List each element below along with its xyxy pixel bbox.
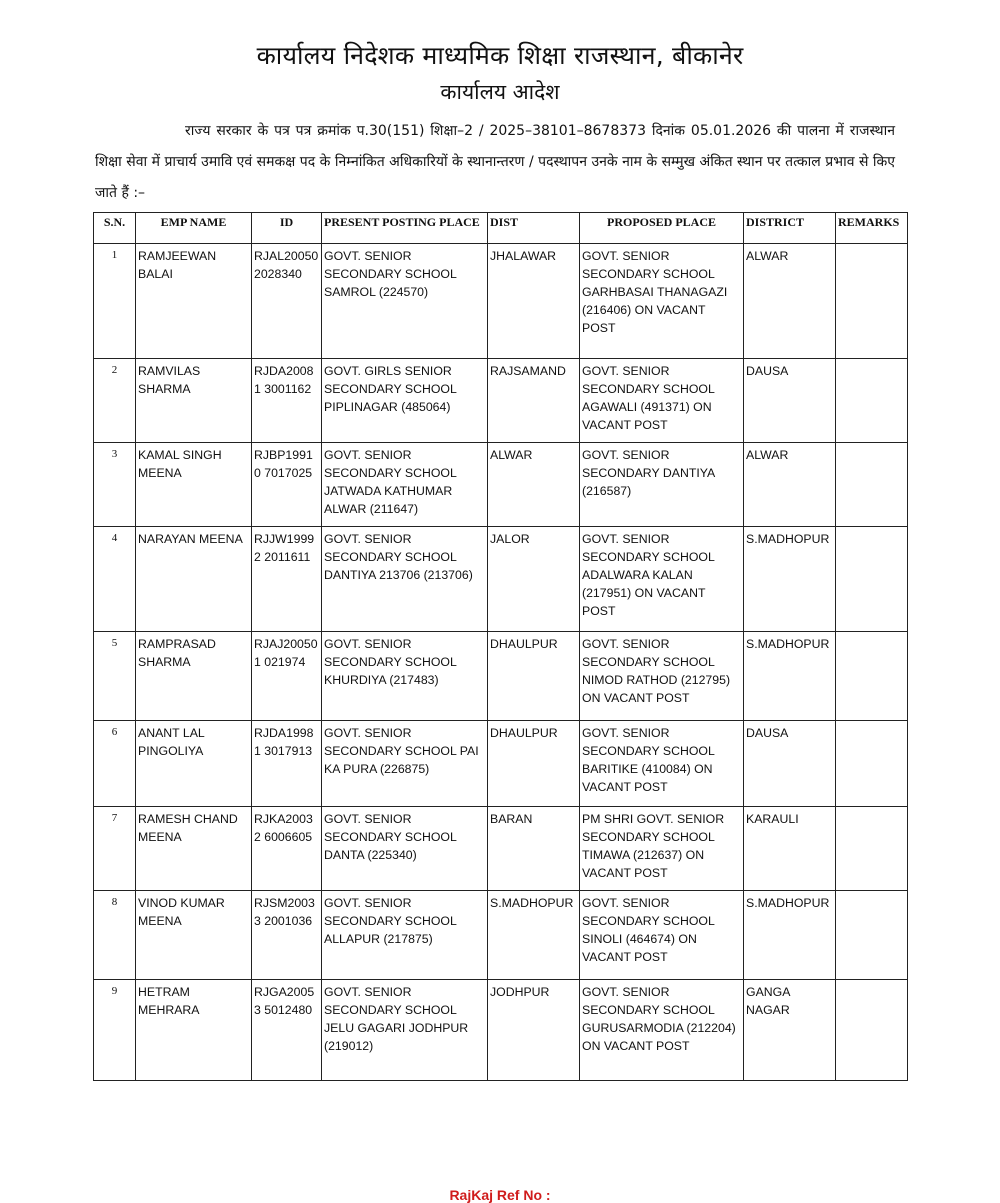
cell-proposed-place: GOVT. SENIOR SECONDARY SCHOOL NIMOD RATHOD (212795) ON VACANT POST [580,632,744,721]
header-sn: S.N. [94,213,136,244]
cell-sn: 3 [94,443,136,527]
cell-district: KARAULI [744,807,836,891]
header-proposed-place: PROPOSED PLACE [580,213,744,244]
header-present-posting: PRESENT POSTING PLACE [322,213,488,244]
cell-proposed-place: GOVT. SENIOR SECONDARY SCHOOL AGAWALI (491371) ON VACANT POST [580,359,744,443]
cell-emp-name: RAMJEEWAN BALAI [136,244,252,359]
cell-present-posting: GOVT. SENIOR SECONDARY SCHOOL JATWADA KATHUMAR ALWAR (211647) [322,443,488,527]
cell-emp-name: KAMAL SINGH MEENA [136,443,252,527]
table-row [94,721,908,807]
cell-dist: JODHPUR [488,980,580,1081]
cell-sn: 9 [94,980,136,1081]
cell-dist: ALWAR [488,443,580,527]
cell-sn: 2 [94,359,136,443]
cell-district: ALWAR [744,443,836,527]
cell-present-posting: GOVT. SENIOR SECONDARY SCHOOL KHURDIYA (217483) [322,632,488,721]
cell-proposed-place: GOVT. SENIOR SECONDARY SCHOOL SINOLI (464674) ON VACANT POST [580,891,744,980]
cell-id: RJBP19910 7017025 [252,443,322,527]
cell-district: S.MADHOPUR [744,527,836,632]
table-row [94,443,908,527]
cell-emp-name: ANANT LAL PINGOLIYA [136,721,252,807]
cell-present-posting: GOVT. SENIOR SECONDARY SCHOOL ALLAPUR (217875) [322,891,488,980]
cell-dist: DHAULPUR [488,721,580,807]
cell-present-posting: GOVT. GIRLS SENIOR SECONDARY SCHOOL PIPLINAGAR (485064) [322,359,488,443]
table-row [94,807,908,891]
cell-district: DAUSA [744,721,836,807]
cell-district: DAUSA [744,359,836,443]
cell-remarks [836,244,908,359]
office-order-heading: कार्यालय आदेश [440,80,560,104]
table-row [94,980,908,1081]
cell-district: S.MADHOPUR [744,891,836,980]
cell-sn: 5 [94,632,136,721]
cell-proposed-place: GOVT. SENIOR SECONDARY SCHOOL ADALWARA KALAN (217951) ON VACANT POST [580,527,744,632]
cell-present-posting: GOVT. SENIOR SECONDARY SCHOOL DANTIYA 213706 (213706) [322,527,488,632]
cell-id: RJDA20081 3001162 [252,359,322,443]
cell-dist: JHALAWAR [488,244,580,359]
cell-remarks [836,807,908,891]
cell-remarks [836,527,908,632]
cell-id: RJKA20032 6006605 [252,807,322,891]
cell-remarks [836,721,908,807]
cell-sn: 4 [94,527,136,632]
cell-proposed-place: GOVT. SENIOR SECONDARY SCHOOL GURUSARMODIA (212204) ON VACANT POST [580,980,744,1081]
cell-emp-name: RAMVILAS SHARMA [136,359,252,443]
cell-proposed-place: GOVT. SENIOR SECONDARY SCHOOL GARHBASAI THANAGAZI (216406) ON VACANT POST [580,244,744,359]
cell-id: RJSM20033 2001036 [252,891,322,980]
table-header-row [94,213,908,244]
cell-present-posting: GOVT. SENIOR SECONDARY SCHOOL JELU GAGARI JODHPUR (219012) [322,980,488,1081]
cell-emp-name: RAMESH CHAND MEENA [136,807,252,891]
table-row [94,632,908,721]
order-intro-paragraph: राज्य सरकार के पत्र पत्र क्रमांक प.30(151) शिक्षा–2 / 2025–38101–8678373 दिनांक 05.01.2026 की पालना में राजस्थान शिक्षा सेवा में प्राचार्य उमावि एवं समकक्ष पद के निम्नांकित अधिकारियों के स्थानान्तरण / पदस्थापन उनके नाम के सम्मुख अंकित स्थान पर तत्काल प्रभाव से किए जाते हैं :– [95,123,895,201]
cell-proposed-place: GOVT. SENIOR SECONDARY SCHOOL BARITIKE (410084) ON VACANT POST [580,721,744,807]
cell-district: GANGA NAGAR [744,980,836,1081]
header-district: DISTRICT [744,213,836,244]
cell-emp-name: NARAYAN MEENA [136,527,252,632]
transfer-table [93,212,908,1081]
cell-proposed-place: GOVT. SENIOR SECONDARY DANTIYA (216587) [580,443,744,527]
table-row [94,891,908,980]
cell-id: RJJW19992 2011611 [252,527,322,632]
cell-remarks [836,359,908,443]
cell-district: ALWAR [744,244,836,359]
cell-present-posting: GOVT. SENIOR SECONDARY SCHOOL DANTA (225340) [322,807,488,891]
cell-sn: 6 [94,721,136,807]
cell-dist: JALOR [488,527,580,632]
header-remarks: REMARKS [836,213,908,244]
cell-emp-name: VINOD KUMAR MEENA [136,891,252,980]
cell-remarks [836,980,908,1081]
cell-district: S.MADHOPUR [744,632,836,721]
table-row [94,527,908,632]
cell-emp-name: RAMPRASAD SHARMA [136,632,252,721]
cell-emp-name: HETRAM MEHRARA [136,980,252,1081]
header-id: ID [252,213,322,244]
cell-sn: 8 [94,891,136,980]
cell-present-posting: GOVT. SENIOR SECONDARY SCHOOL SAMROL (224570) [322,244,488,359]
cell-id: RJAJ200501 021974 [252,632,322,721]
header-dist: DIST [488,213,580,244]
table-row [94,359,908,443]
cell-id: RJDA19981 3017913 [252,721,322,807]
cell-dist: DHAULPUR [488,632,580,721]
cell-remarks [836,891,908,980]
cell-sn: 1 [94,244,136,359]
cell-dist: RAJSAMAND [488,359,580,443]
cell-proposed-place: PM SHRI GOVT. SENIOR SECONDARY SCHOOL TIMAWA (212637) ON VACANT POST [580,807,744,891]
rajkaj-ref-label: RajKaj Ref No : [449,1187,551,1203]
header-emp-name: EMP NAME [136,213,252,244]
cell-remarks [836,632,908,721]
office-title: कार्यालय निदेशक माध्यमिक शिक्षा राजस्थान, बीकानेर [256,41,744,70]
cell-id: RJAL20050 2028340 [252,244,322,359]
cell-dist: S.MADHOPUR [488,891,580,980]
cell-sn: 7 [94,807,136,891]
cell-present-posting: GOVT. SENIOR SECONDARY SCHOOL PAI KA PURA (226875) [322,721,488,807]
table-row [94,244,908,359]
cell-dist: BARAN [488,807,580,891]
cell-remarks [836,443,908,527]
cell-id: RJGA20053 5012480 [252,980,322,1081]
